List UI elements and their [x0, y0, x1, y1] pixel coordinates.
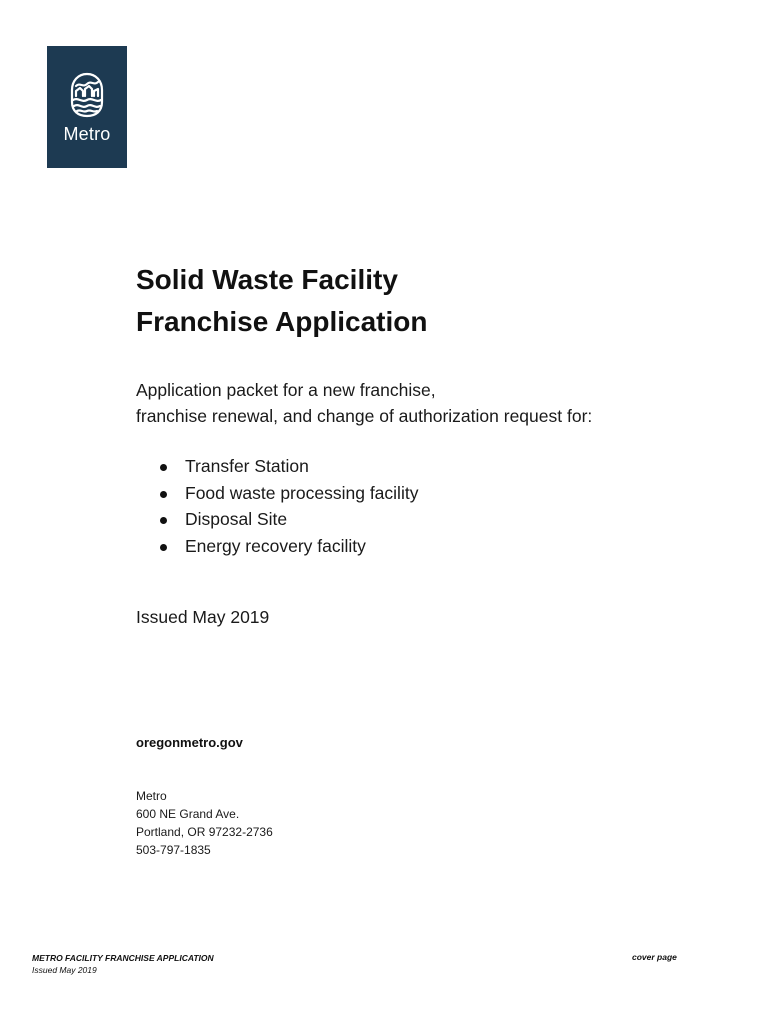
- list-item: Food waste processing facility: [160, 480, 418, 507]
- list-item: Energy recovery facility: [160, 533, 418, 560]
- logo-text: Metro: [63, 124, 111, 144]
- footer-issued: Issued May 2019: [32, 965, 97, 975]
- title-line-2: Franchise Application: [136, 306, 428, 337]
- footer-page-label: cover page: [632, 952, 677, 962]
- title-line-1: Solid Waste Facility: [136, 264, 398, 295]
- metro-emblem-icon: [69, 72, 105, 118]
- address-block: [136, 787, 273, 859]
- footer-left: [32, 952, 214, 976]
- intro-line-2: franchise renewal, and change of authorization request for:: [136, 406, 593, 426]
- address-city: Portland, OR 97232-2736: [136, 825, 273, 839]
- document-title: [136, 259, 427, 343]
- metro-logo: [47, 46, 127, 168]
- facility-type-list: [160, 453, 418, 559]
- list-item: Disposal Site: [160, 506, 418, 533]
- address-name: Metro: [136, 789, 167, 803]
- list-item: Transfer Station: [160, 453, 418, 480]
- address-street: 600 NE Grand Ave.: [136, 807, 240, 821]
- intro-line-1: Application packet for a new franchise,: [136, 380, 436, 400]
- footer-title: METRO FACILITY FRANCHISE APPLICATION: [32, 953, 214, 963]
- issued-date: Issued May 2019: [136, 607, 270, 627]
- intro-text: [136, 377, 592, 429]
- website-link[interactable]: oregonmetro.gov: [136, 735, 243, 750]
- address-phone: 503-797-1835: [136, 843, 211, 857]
